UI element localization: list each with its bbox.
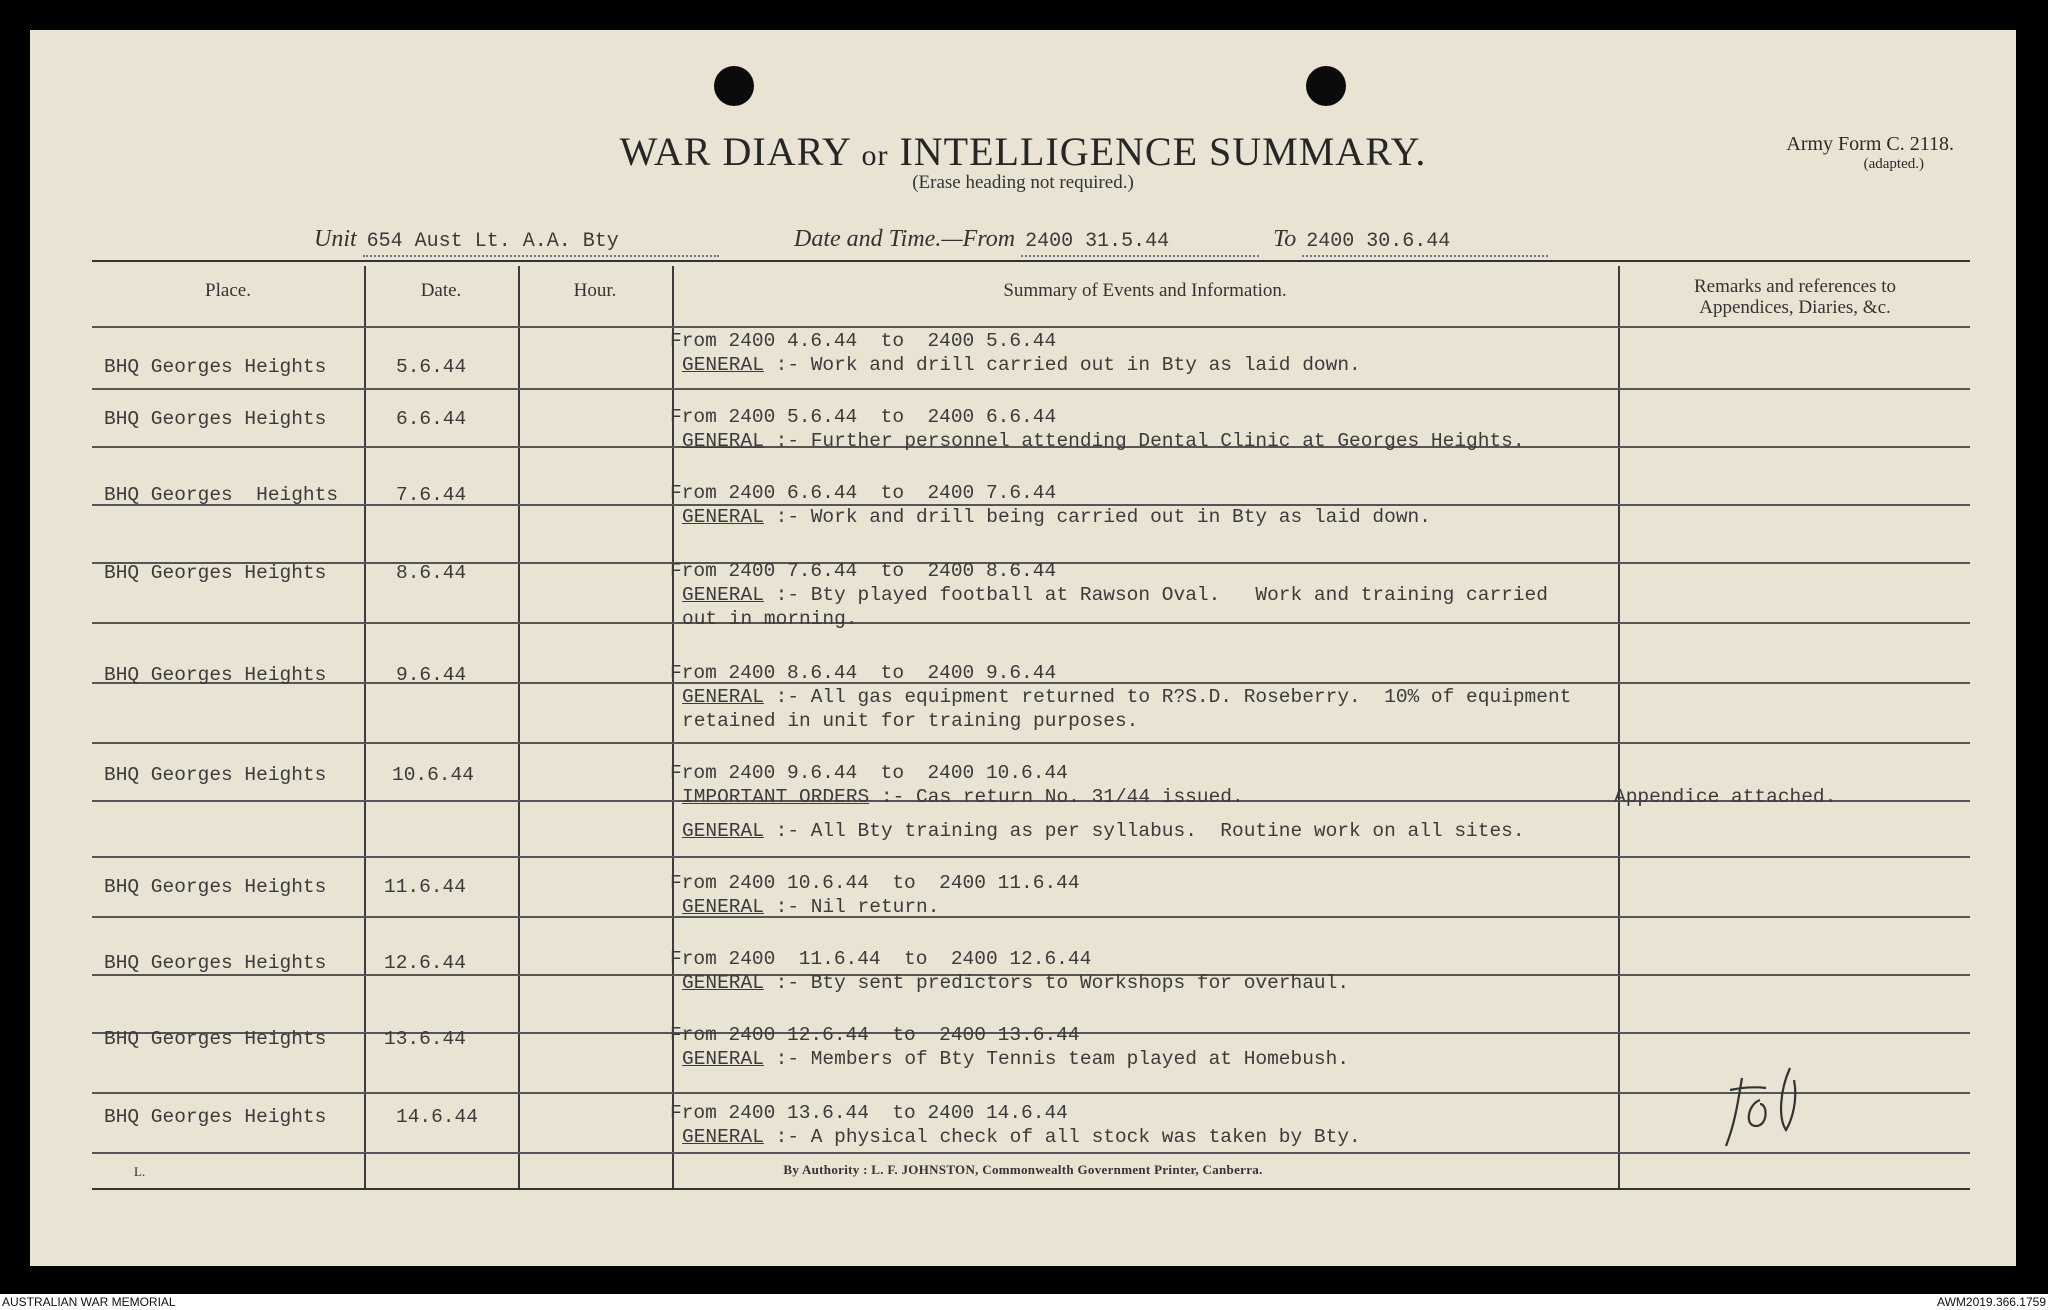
- entry-date: 10.6.44: [392, 764, 474, 786]
- row-line: [92, 388, 1970, 390]
- col-divider: [364, 266, 366, 1188]
- entry-text: GENERAL :- Bty sent predictors to Workshops for overhaul.: [682, 972, 1350, 994]
- entry-remark: Appendice attached.: [1614, 786, 1837, 808]
- entry-date: 7.6.44: [396, 484, 467, 506]
- entry-text: GENERAL :- Members of Bty Tennis team played at Homebush.: [682, 1048, 1350, 1070]
- punch-hole: [714, 66, 754, 106]
- entry-date: 12.6.44: [384, 952, 466, 974]
- entry-place: BHQ Georges Heights: [104, 876, 327, 898]
- entry-place: BHQ Georges Heights: [104, 1106, 327, 1128]
- handwritten-folio-mark: [1720, 1060, 1810, 1156]
- punch-hole: [1306, 66, 1346, 106]
- unit-value: 654 Aust Lt. A.A. Bty: [363, 230, 719, 257]
- row-line: [92, 1152, 1970, 1154]
- entry-place: BHQ Georges Heights: [104, 356, 327, 378]
- entry-range: From 2400 13.6.44 to 2400 14.6.44: [670, 1102, 1068, 1124]
- entry-text: IMPORTANT ORDERS :- Cas return No. 31/44 issued.: [682, 786, 1244, 808]
- entry-place: BHQ Georges Heights: [104, 664, 327, 686]
- row-line: [92, 742, 1970, 744]
- entry-range: From 2400 11.6.44 to 2400 12.6.44: [670, 948, 1092, 970]
- entry-range: From 2400 7.6.44 to 2400 8.6.44: [670, 560, 1057, 582]
- entry-date: 13.6.44: [384, 1028, 466, 1050]
- entry-range: From 2400 5.6.44 to 2400 6.6.44: [670, 406, 1057, 428]
- row-line: [92, 856, 1970, 858]
- entry-date: 6.6.44: [396, 408, 467, 430]
- entry-text: GENERAL :- Further personnel attending Dental Clinic at Georges Heights.: [682, 430, 1525, 452]
- archive-source: AUSTRALIAN WAR MEMORIAL: [2, 1295, 176, 1309]
- form-number: Army Form C. 2118. (adapted.): [1786, 133, 1954, 172]
- diary-page: [30, 30, 2016, 1266]
- entry-text: GENERAL :- All Bty training as per syllabus. Routine work on all sites.: [682, 820, 1525, 842]
- col-divider: [518, 266, 520, 1188]
- archive-strip: [0, 1294, 2048, 1310]
- entry-date: 11.6.44: [384, 876, 466, 898]
- entry-text: GENERAL :- Bty played football at Rawson Oval. Work and training carried: [682, 584, 1548, 606]
- col-head-summary: Summary of Events and Information.: [1003, 280, 1287, 301]
- entry-date: 14.6.44: [396, 1106, 478, 1128]
- footer-mark: L.: [134, 1164, 146, 1179]
- entry-text: GENERAL :- Nil return.: [682, 896, 940, 918]
- entry-date: 5.6.44: [396, 356, 467, 378]
- entry-text: GENERAL :- Work and drill being carried out in Bty as laid down.: [682, 506, 1431, 528]
- date-to: 2400 30.6.44: [1302, 230, 1548, 257]
- row-line: [92, 916, 1970, 918]
- col-head-place: Place.: [205, 280, 251, 301]
- row-line: [92, 622, 1970, 624]
- col-divider: [672, 266, 674, 1188]
- form-subtitle: (Erase heading not required.): [912, 172, 1134, 193]
- entry-place: BHQ Georges Heights: [104, 764, 327, 786]
- entry-range: From 2400 10.6.44 to 2400 11.6.44: [670, 872, 1080, 894]
- row-line: [92, 1092, 1970, 1094]
- date-time-line: Date and Time.—From 2400 31.5.44 To 2400 30.6.44: [794, 226, 1548, 257]
- entry-place: BHQ Georges Heights: [104, 484, 339, 506]
- printer-authority: By Authority : L. F. JOHNSTON, Commonwealth Government Printer, Canberra.: [783, 1162, 1263, 1177]
- entry-place: BHQ Georges Heights: [104, 562, 327, 584]
- entry-range: From 2400 12.6.44 to 2400 13.6.44: [670, 1024, 1080, 1046]
- col-head-remarks: Remarks and references to Appendices, Diaries, &c.: [1693, 276, 1897, 318]
- entry-range: From 2400 4.6.44 to 2400 5.6.44: [670, 330, 1057, 352]
- table-bottom-rule: [92, 1188, 1970, 1190]
- entry-range: From 2400 6.6.44 to 2400 7.6.44: [670, 482, 1057, 504]
- col-head-date: Date.: [420, 280, 462, 301]
- entry-date: 8.6.44: [396, 562, 467, 584]
- entry-text-cont: retained in unit for training purposes.: [682, 710, 1139, 732]
- row-line: [92, 326, 1970, 328]
- table-top-rule: [92, 260, 1970, 262]
- entry-place: BHQ Georges Heights: [104, 952, 327, 974]
- date-from: 2400 31.5.44: [1021, 230, 1259, 257]
- entry-date: 9.6.44: [396, 664, 467, 686]
- col-divider: [1618, 266, 1620, 1188]
- entry-place: BHQ Georges Heights: [104, 408, 327, 430]
- entry-text: GENERAL :- A physical check of all stock was taken by Bty.: [682, 1126, 1361, 1148]
- entry-text-cont: out in morning.: [682, 608, 858, 630]
- entry-place: BHQ Georges Heights: [104, 1028, 327, 1050]
- entry-text: GENERAL :- Work and drill carried out in Bty as laid down.: [682, 354, 1361, 376]
- entry-range: From 2400 9.6.44 to 2400 10.6.44: [670, 762, 1068, 784]
- entry-range: From 2400 8.6.44 to 2400 9.6.44: [670, 662, 1057, 684]
- archive-id: AWM2019.366.1759: [1937, 1295, 2046, 1309]
- unit-line: Unit 654 Aust Lt. A.A. Bty: [314, 226, 719, 257]
- col-head-hour: Hour.: [573, 280, 617, 301]
- entry-text: GENERAL :- All gas equipment returned to R?S.D. Roseberry. 10% of equipment: [682, 686, 1572, 708]
- form-title: WAR DIARY or INTELLIGENCE SUMMARY.: [619, 129, 1427, 174]
